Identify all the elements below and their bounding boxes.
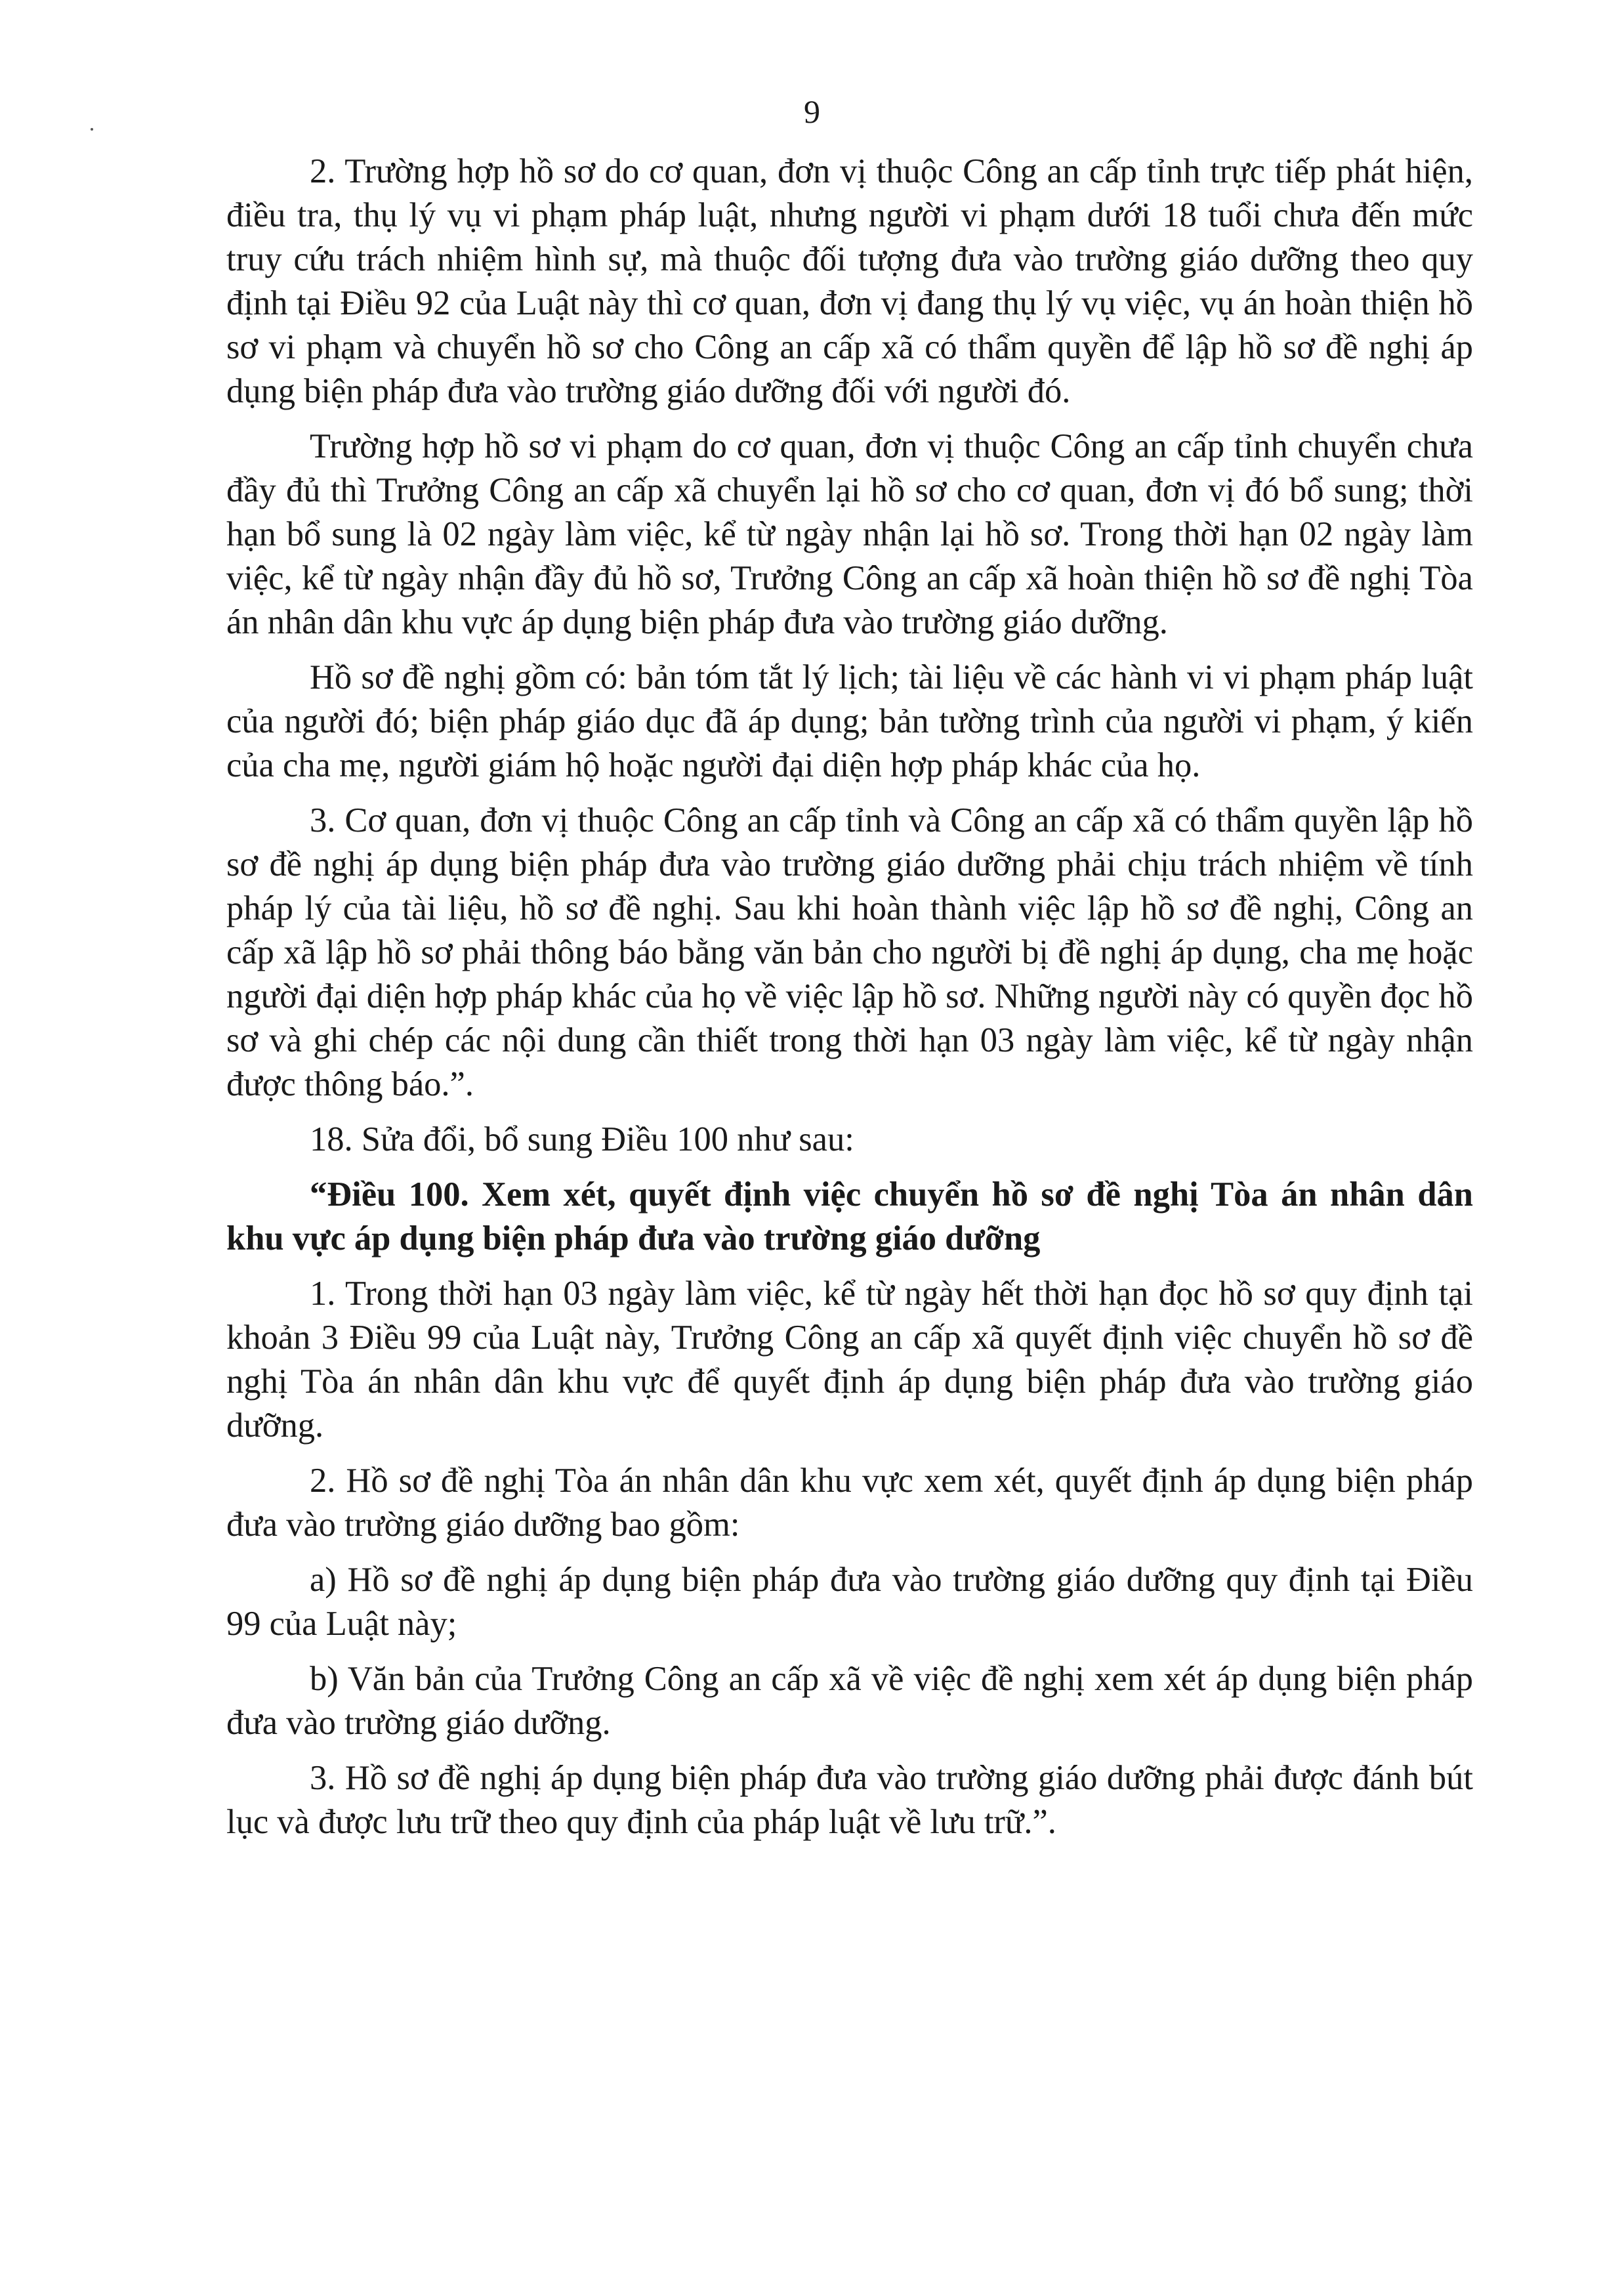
paragraph-dossier-contents: Hồ sơ đề nghị gồm có: bản tóm tắt lý lịch; tài liệu về các hành vi vi phạm pháp luật của người đó; biện pháp giáo dục đã áp dụng; bản tường trình của người vi phạm, ý kiến của cha mẹ, người giám hộ hoặc người đại diện hợp pháp khác của họ. (226, 658, 1473, 784)
article-100-heading: “Điều 100. Xem xét, quyết định việc chuyển hồ sơ đề nghị Tòa án nhân dân khu vực áp dụng biện pháp đưa vào trường giáo dưỡng (226, 1175, 1473, 1258)
article-100-point-b: b) Văn bản của Trưởng Công an cấp xã về việc đề nghị xem xét áp dụng biện pháp đưa vào trường giáo dưỡng. (226, 1660, 1473, 1742)
paragraph-clause-2: 2. Trường hợp hồ sơ do cơ quan, đơn vị thuộc Công an cấp tỉnh trực tiếp phát hiện, điều tra, thụ lý vụ vi phạm pháp luật, nhưng người vi phạm dưới 18 tuổi chưa đến mức truy cứu trách nhiệm hình sự, mà thuộc đối tượng đưa vào trường giáo dưỡng theo quy định tại Điều 92 của Luật này thì cơ quan, đơn vị đang thụ lý vụ việc, vụ án hoàn thiện hồ sơ vi phạm và chuyển hồ sơ cho Công an cấp xã có thẩm quyền để lập hồ sơ đề nghị áp dụng biện pháp đưa vào trường giáo dưỡng đối với người đó. (226, 152, 1473, 410)
page-number: 9 (804, 93, 820, 130)
article-100-clause-1: 1. Trong thời hạn 03 ngày làm việc, kể từ ngày hết thời hạn đọc hồ sơ quy định tại khoản 3 Điều 99 của Luật này, Trưởng Công an cấp xã quyết định việc chuyển hồ sơ đề nghị Tòa án nhân dân khu vực để quyết định áp dụng biện pháp đưa vào trường giáo dưỡng. (226, 1275, 1473, 1445)
document-body (226, 150, 1473, 1855)
article-100-clause-2: 2. Hồ sơ đề nghị Tòa án nhân dân khu vực xem xét, quyết định áp dụng biện pháp đưa vào trường giáo dưỡng bao gồm: (226, 1462, 1473, 1544)
paragraph-incomplete-dossier: Trường hợp hồ sơ vi phạm do cơ quan, đơn vị thuộc Công an cấp tỉnh chuyển chưa đầy đủ thì Trưởng Công an cấp xã chuyển lại hồ sơ cho cơ quan, đơn vị đó bổ sung; thời hạn bổ sung là 02 ngày làm việc, kể từ ngày nhận lại hồ sơ. Trong thời hạn 02 ngày làm việc, kể từ ngày nhận đầy đủ hồ sơ, Trưởng Công an cấp xã hoàn thiện hồ sơ đề nghị Tòa án nhân dân khu vực áp dụng biện pháp đưa vào trường giáo dưỡng. (226, 427, 1473, 641)
article-100-point-a: a) Hồ sơ đề nghị áp dụng biện pháp đưa vào trường giáo dưỡng quy định tại Điều 99 của Luật này; (226, 1561, 1473, 1643)
paragraph-clause-3: 3. Cơ quan, đơn vị thuộc Công an cấp tỉnh và Công an cấp xã có thẩm quyền lập hồ sơ đề nghị áp dụng biện pháp đưa vào trường giáo dưỡng phải chịu trách nhiệm về tính pháp lý của tài liệu, hồ sơ đề nghị. Sau khi hoàn thành việc lập hồ sơ đề nghị, Công an cấp xã lập hồ sơ phải thông báo bằng văn bản cho người bị đề nghị áp dụng, cha mẹ hoặc người đại diện hợp pháp khác của họ về việc lập hồ sơ. Những người này có quyền đọc hồ sơ và ghi chép các nội dung cần thiết trong thời hạn 03 ngày làm việc, kể từ ngày nhận được thông báo.”. (226, 801, 1473, 1103)
paragraph-amendment-18: 18. Sửa đổi, bổ sung Điều 100 như sau: (310, 1120, 854, 1158)
article-100-clause-3: 3. Hồ sơ đề nghị áp dụng biện pháp đưa vào trường giáo dưỡng phải được đánh bút lục và được lưu trữ theo quy định của pháp luật về lưu trữ.”. (226, 1759, 1473, 1841)
